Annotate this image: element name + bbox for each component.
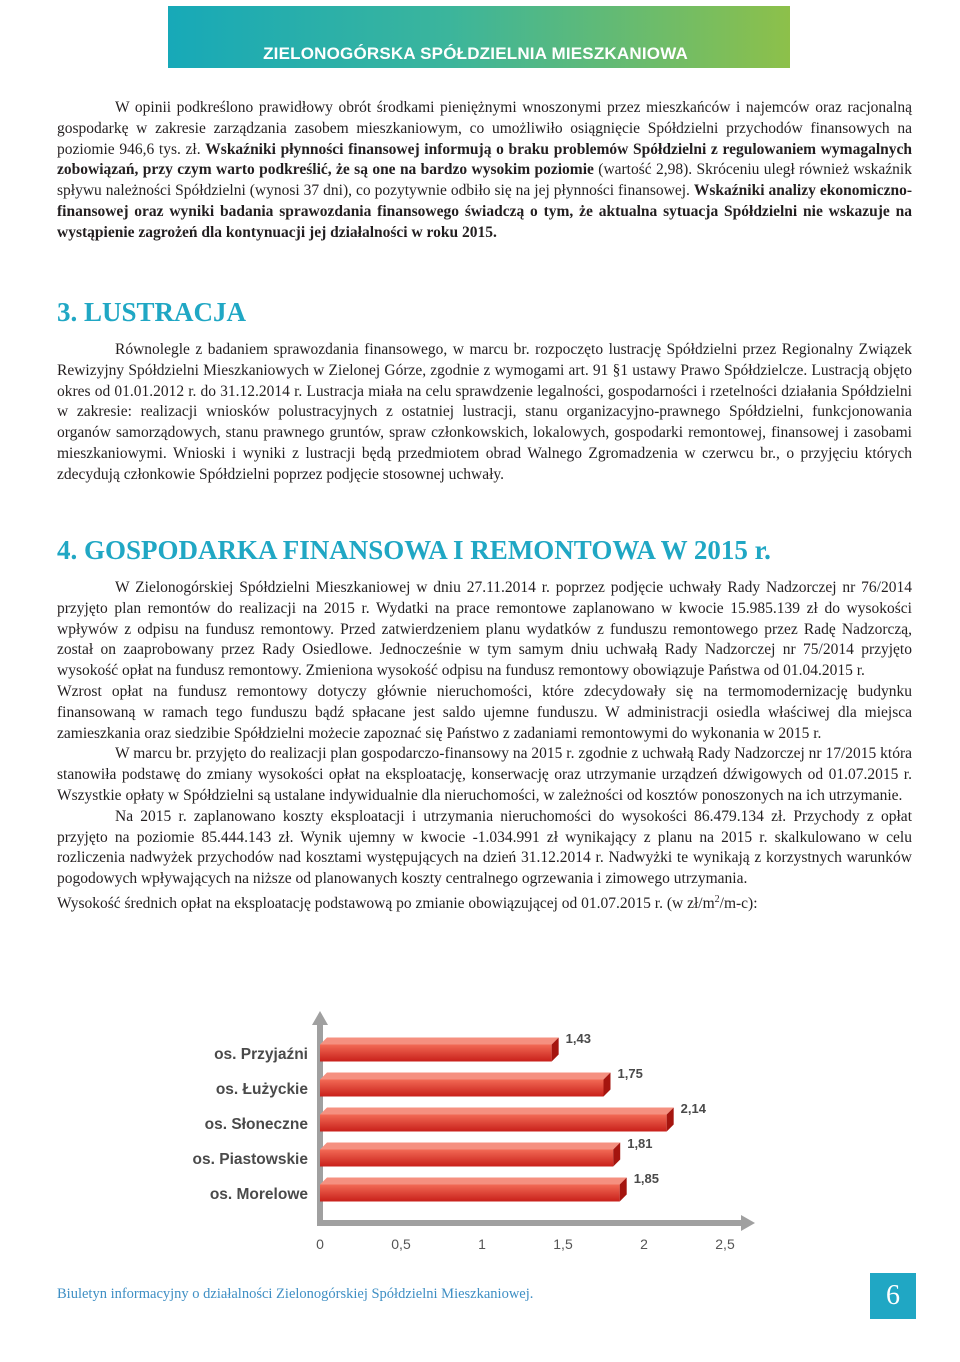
intro-text-a: W opinii podkreślono prawidłowy obrót środkami pieniężnymi wnoszonymi przez mieszkańców i najemców oraz racjonalną gospodarkę w zakresie zarządzania zasobem mieszkaniowym, co umożliwiło osiągnięcie Spółdzielni przychodów finansowych na poziomie 946,6 tys. zł.	[57, 99, 912, 158]
category-label: os. Przyjaźni	[214, 1046, 308, 1063]
section3-paragraph: Równolegle z badaniem sprawozdania finansowego, w marcu br. rozpoczęto lustrację Spółdzielni przez Regionalny Związek Rewizyjny Spółdzielni Mieszkaniowych w Zielonej Górze, zgodnie z wymogami art. 91 §1 ustawy Prawo Spółdzielcze. Lustracją objęto okres od 01.01.2012 r. do 31.12.2014 r. Lustracja miała na celu sprawdzenie legalności, gospodarności i rzetelności działania Spółdzielni w zakresie: realizacji wniosków polustracyjnych z ostatniej lustracji, stanu organizacyjno-prawnego Spółdzielni, funkcjonowania organów samorządowych, stanu prawnego gruntów, spraw członkowskich, lokalowych, gospodarki remontowej, finansowej i zasobami mieszkaniowymi. Wnioski i wyniki z lustracji będą przedmiotem obrad Walnego Zgromadzenia w czerwcu br., o przyjęciu których zdecydują członkowie Spółdzielni poprzez podjęcie stosownej uchwały.	[57, 341, 912, 483]
category-label: os. Morelowe	[209, 1186, 308, 1203]
data-label: 1,43	[565, 1031, 591, 1046]
category-label: os. Piastowskie	[192, 1151, 308, 1168]
section4-p5-text-a: Wysokość średnich opłat na eksploatację podstawową po zmianie obowiązującej od 01.07.2015 r. (w zł/m	[57, 895, 715, 913]
section4-paragraph-5	[57, 890, 912, 915]
section4-paragraph-3: W marcu br. przyjęto do realizacji plan gospodarczo-finansowy na 2015 r. zgodnie z uchwałą Rady Nadzorczej nr 17/2015 która stanowiła podstawę do zmiany wysokości opłat na eksploatację, konserwację oraz utrzymanie urządzeń dźwigowych od 01.07.2015 r. Wszystkie opłaty w Spółdzielni są ustalane indywidualnie dla nieruchomości, w zależności od kosztów ponoszonych na ich utrzymanie.	[57, 745, 912, 804]
section4-body	[57, 578, 912, 915]
bar-top	[320, 1073, 611, 1080]
header-banner	[168, 6, 790, 68]
x-tick-label: 2,5	[715, 1236, 735, 1252]
bar-top	[320, 1178, 627, 1185]
x-tick-label: 0,5	[391, 1236, 411, 1252]
bar-top	[320, 1143, 620, 1150]
section4-p5-sup: 2	[714, 893, 720, 905]
data-label: 1,75	[617, 1066, 643, 1081]
intro-text-b: Wskaźniki płynności finansowej informują o braku problemów Spółdzielni z regulowaniem wymagalnych zobowiązań, przy czym warto podkreślić, że są one na bardzo wysokim poziomie	[57, 140, 912, 179]
category-label: os. Łużyckie	[215, 1081, 308, 1098]
section4-paragraph-2: Wzrost opłat na fundusz remontowy dotyczy głównie nieruchomości, które zdecydowały się na termomodernizację budynku finansowaną w ramach tego funduszu bądź spłacane jest saldo ujemne funduszu. W administracji osiedla właściwej dla miejsca zamieszkania oraz siedzibie Spółdzielni możecie zapoznać się Państwo z zadaniami remontowymi do wykonania w 2015 r.	[57, 682, 912, 742]
bar	[320, 1185, 620, 1202]
section4-p5-text-b: /m-c):	[719, 895, 758, 913]
y-axis-arrow	[312, 1011, 328, 1025]
data-label: 1,81	[627, 1136, 653, 1151]
x-tick-label: 1	[478, 1236, 486, 1252]
x-tick-label: 1,5	[553, 1236, 573, 1252]
bar-top	[320, 1108, 674, 1115]
x-tick-label: 2	[640, 1236, 648, 1252]
bar	[320, 1045, 552, 1062]
intro-text-c: (wartość 2,98). Skróceniu uległ również wskaźnik spływu należności Spółdzielni (wynosi 37 dni), co pozytywnie odbiło się na jej płynności finansowej.	[57, 161, 912, 200]
bar	[320, 1080, 604, 1097]
section4-heading: 4. GOSPODARKA FINANSOWA I REMONTOWA W 2015 r.	[57, 535, 771, 565]
intro-text-d: Wskaźniki analizy ekonomiczno-finansowej oraz wyniki badania sprawozdania finansowego świadczą o tym, że aktualna sytuacja Spółdzielni nie wskazuje na wystąpienie zagrożeń dla kontynuacji jej działalności w roku 2015.	[57, 182, 912, 241]
footer-text: Biuletyn informacyjny o działalności Zielonogórskiej Spółdzielni Mieszkaniowej.	[57, 1286, 534, 1302]
x-axis-arrow	[741, 1215, 755, 1231]
bar	[320, 1150, 613, 1167]
category-label: os. Słoneczne	[204, 1116, 308, 1133]
intro-paragraph	[57, 98, 912, 244]
section3-body	[57, 340, 912, 486]
section4-paragraph-4: Na 2015 r. zaplanowano koszty eksploatacji i utrzymania nieruchomości do wysokości 86.479.134 zł. Przychody z opłat przyjęto na poziomie 85.444.143 zł. Wynik ujemny w kwocie -1.034.991 zł wynikający z planu na 2015 r. skalkulowano w celu rozliczenia nadwyżek przychodów nad kosztami występujących na dzień 31.12.2014 r. Nadwyżki te wynikają z korzystnych warunków pogodowych wpływających na niższe od planowanych koszty centralnego ogrzewania i zimowego utrzymania.	[57, 807, 912, 888]
bar-top	[320, 1038, 559, 1045]
x-tick-label: 0	[316, 1236, 324, 1252]
header-title: ZIELONOGÓRSKA SPÓŁDZIELNIA MIESZKANIOWA	[263, 44, 688, 63]
data-label: 1,85	[633, 1171, 660, 1186]
bar	[320, 1115, 667, 1132]
data-label: 2,14	[680, 1101, 706, 1116]
section3-heading: 3. LUSTRACJA	[57, 297, 247, 327]
fees-bar-chart	[150, 1005, 790, 1260]
intro-section	[57, 98, 912, 244]
section4-paragraph-1: W Zielonogórskiej Spółdzielni Mieszkaniowej w dniu 27.11.2014 r. poprzez podjęcie uchwały Rady Nadzorczej nr 76/2014 przyjęto plan remontów do realizacji na 2015 r. Wydatki na prace remontowe zaplanowano w kwocie 15.985.139 zł do wysokości wpływów z odpisu na fundusz remontowy. Przed zatwierdzeniem planu wydatków z funduszu remontowego przez Radę Nadzorczą, został on zaaprobowany przez Rady Osiedlowe. Jednocześnie w tym samym dniu uchwałą Rady Nadzorczej nr 75/2014 przyjęto wysokość opłat na fundusz remontowy. Zmieniona wysokość odpisu na fundusz remontowy obowiązuje Państwa od 01.04.2015 r.	[57, 579, 912, 680]
page-number: 6	[870, 1273, 916, 1319]
